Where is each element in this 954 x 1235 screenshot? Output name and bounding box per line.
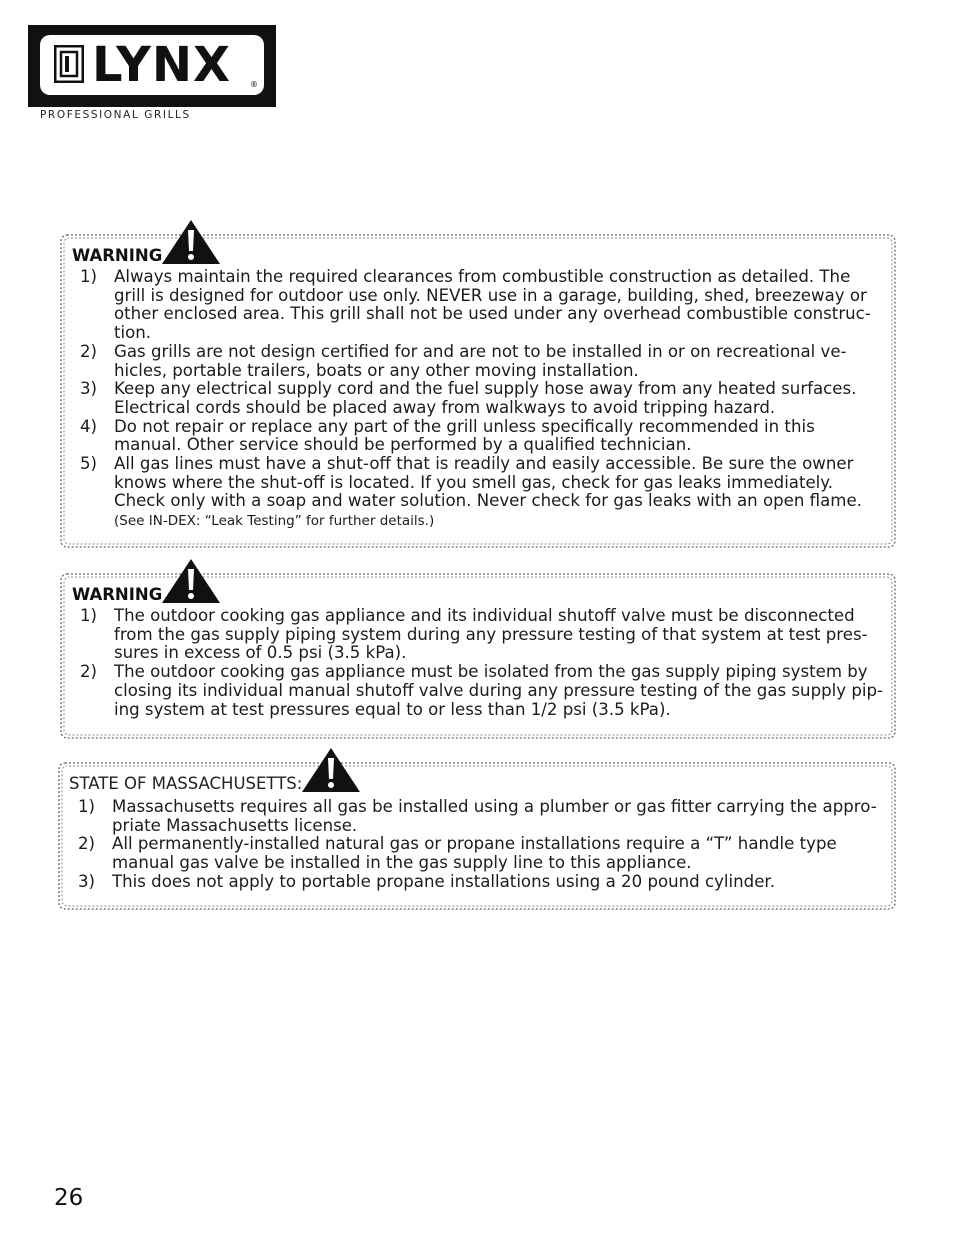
item-number: 5) (80, 454, 98, 474)
list-item (80, 607, 884, 663)
item-text: The outdoor cooking gas appliance and its individual shutoff valve must be disconnected from the gas supply piping system during any pressure testing of that system at test pres-sures in excess of 0.5 psi (3.5 kPa). (114, 606, 868, 663)
item-number: 4) (80, 416, 98, 436)
item-number: 2) (80, 341, 98, 361)
warning-label: WARNING (72, 585, 163, 604)
item-number: 1) (80, 267, 98, 286)
state-label: STATE OF MASSACHUSETTS: (69, 774, 303, 793)
warning-triangle-icon (160, 557, 222, 605)
list-item (80, 268, 884, 343)
item-text: Do not repair or replace any part of the grill unless specifically recommended in this manual. Other service should be performed by a qualified technician. (114, 416, 815, 455)
item-text: Always maintain the required clearances from combustible construction as detailed. The grill is designed for outdoor use only. NEVER use in a garage, building, shed, breezeway or other enclosed area. This grill shall not be used under any overhead combustible construc-tion. (114, 267, 871, 343)
item-text: Keep any electrical supply cord and the fuel supply hose away from any heated surfaces. Electrical cords should be placed away from walkways to avoid tripping hazard. (114, 379, 857, 417)
logo-mark-icon (54, 45, 84, 83)
item-number: 1) (80, 606, 98, 625)
warning-box-pressure-testing (58, 571, 898, 741)
brand-logo (28, 25, 276, 107)
list-item (80, 380, 884, 417)
warning-heading (72, 557, 222, 605)
warning-triangle-icon (300, 746, 362, 794)
logo-wordmark: LYNX (92, 37, 232, 93)
item-text: This does not apply to portable propane installations using a 20 pound cylinder. (112, 871, 775, 891)
registered-mark: ® (250, 80, 258, 89)
warning-list (80, 607, 884, 719)
massachusetts-heading (69, 746, 362, 794)
item-number: 2) (78, 834, 96, 854)
warning-label: WARNING (72, 246, 163, 265)
list-item (78, 798, 884, 835)
logo-tagline: PROFESSIONAL GRILLS (40, 109, 191, 121)
page-number: 26 (54, 1185, 84, 1211)
list-item (80, 663, 884, 719)
list-item (80, 418, 884, 455)
list-item (80, 343, 884, 380)
item-text: Massachusetts requires all gas be installed using a plumber or gas fitter carrying the appro-priate Massachusetts license. (112, 797, 877, 835)
list-item (80, 455, 884, 531)
list-item (78, 873, 884, 892)
warning-box-general (58, 232, 898, 550)
item-text: Gas grills are not design certified for and are not to be installed in or on recreational ve-hicles, portable trailers, boats or any other moving installation. (114, 341, 847, 380)
item-number: 2) (80, 662, 98, 682)
item-text: The outdoor cooking gas appliance must be isolated from the gas supply piping system by closing its individual manual shutoff valve during any pressure testing of the gas supply pip-ing system at test pressures equal to or less than 1/2 psi (3.5 kPa). (114, 662, 884, 719)
warning-heading (72, 218, 222, 266)
warning-triangle-icon (160, 218, 222, 266)
item-number: 1) (78, 797, 96, 816)
item-number: 3) (80, 379, 98, 399)
warning-list (80, 268, 884, 531)
index-reference-note: (See IN-DEX: “Leak Testing” for further details.) (114, 513, 435, 530)
logo-plate (40, 35, 264, 95)
item-number: 3) (78, 871, 96, 891)
item-text: All permanently-installed natural gas or propane installations require a “T” handle type manual gas valve be installed in the gas supply line to this appliance. (112, 834, 837, 873)
item-text: All gas lines must have a shut-off that is readily and easily accessible. Be sure the owner knows where the shut-off is located. If you smell gas, check for gas leaks immediately. Check only with a soap and water solution. Never check for gas leaks with an open flame. (114, 454, 862, 511)
item-text-with-note (114, 455, 884, 531)
massachusetts-list (78, 798, 884, 892)
massachusetts-notice-box (56, 760, 898, 912)
list-item (78, 835, 884, 872)
